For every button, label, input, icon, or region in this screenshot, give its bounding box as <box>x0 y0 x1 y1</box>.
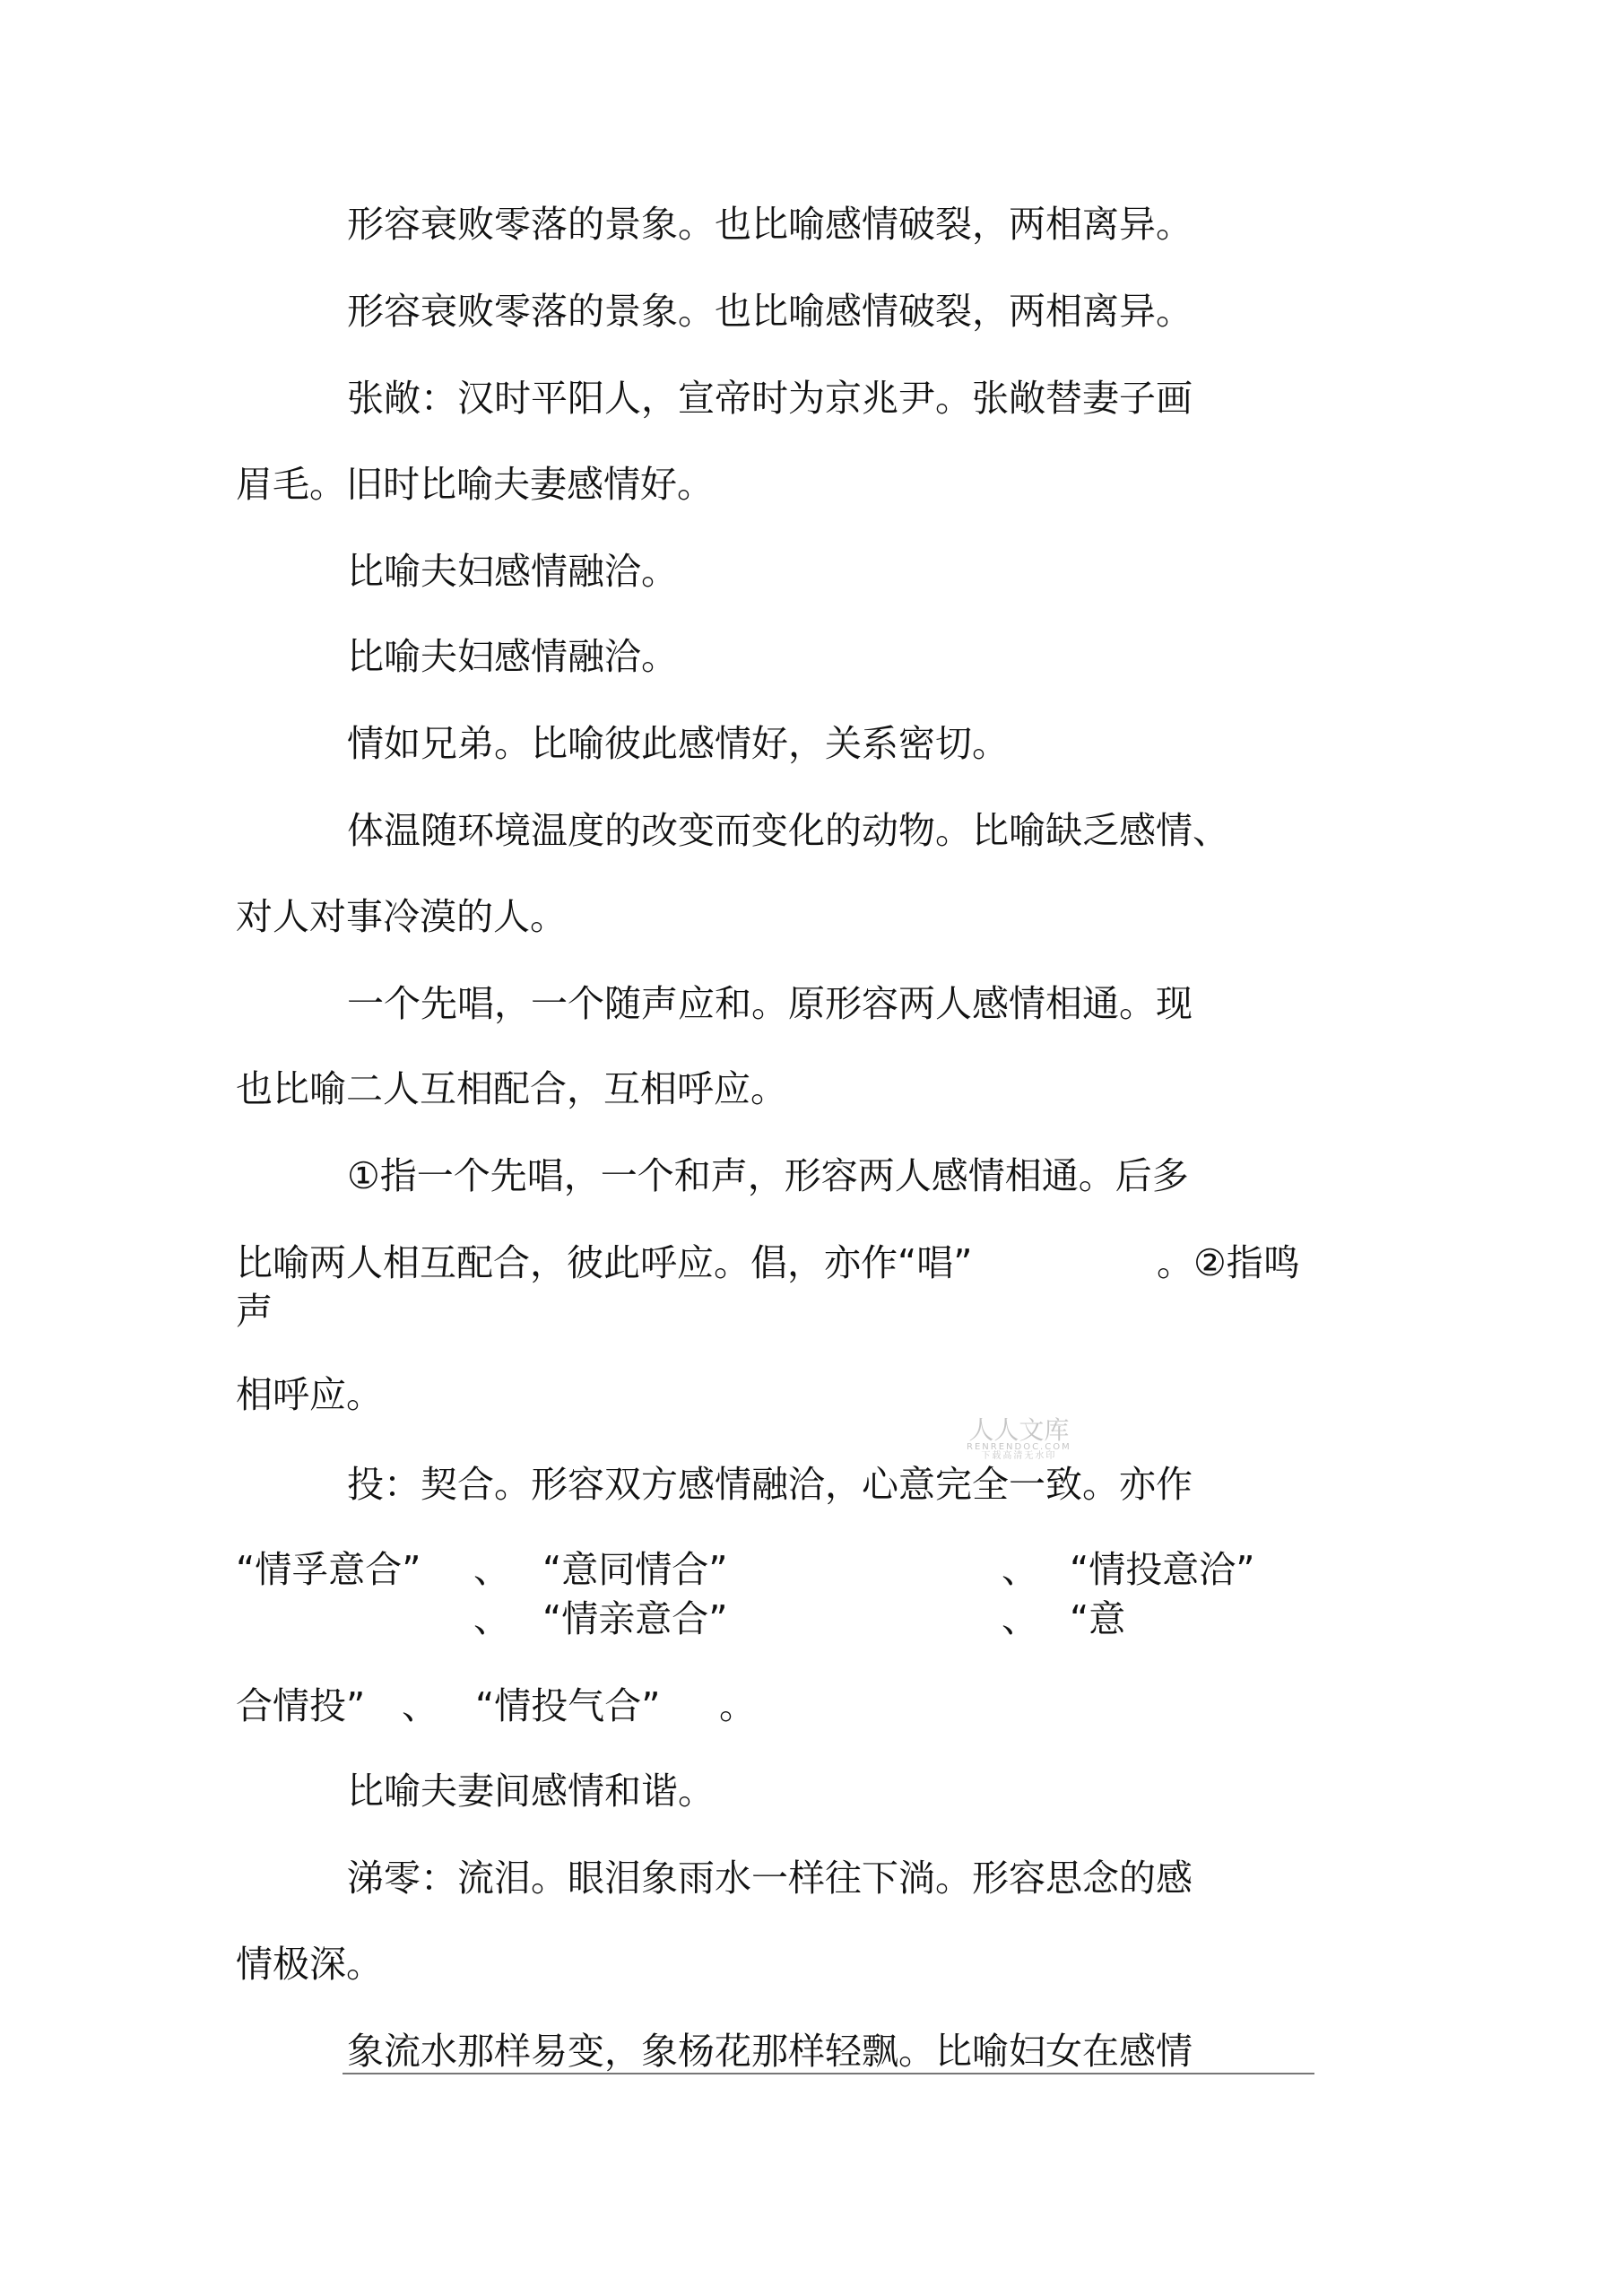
paragraph-line: 象流水那样易变，象杨花那样轻飘。比喻妇女在感情 <box>347 2030 1193 2073</box>
quoted-term: “情投意洽” <box>1070 1548 1255 1591</box>
watermark-note: 下载高清无水印 <box>981 1451 1057 1461</box>
quoted-term: “意同情合” <box>542 1548 728 1591</box>
watermark-logo <box>967 1415 1071 1461</box>
separator: 、 <box>473 1597 510 1640</box>
paragraph-line: 投：契合。形容双方感情融洽，心意完全一致。亦作 <box>347 1463 1193 1506</box>
paragraph-line: 形容衰败零落的景象。也比喻感情破裂，两相离异。 <box>347 290 1193 333</box>
footer-divider <box>343 2073 1314 2074</box>
paragraph-line: 比喻两人相互配合，彼此呼应。倡，亦作“唱” <box>236 1241 973 1284</box>
paragraph-line: 涕零：流泪。眼泪象雨水一样往下淌。形容思念的感 <box>347 1857 1193 1900</box>
paragraph-line: ①指一个先唱，一个和声，形容两人感情相通。后多 <box>347 1154 1189 1197</box>
watermark-sub: RENRENDOC.COM <box>967 1442 1071 1452</box>
paragraph-line: 眉毛。旧时比喻夫妻感情好。 <box>236 463 714 506</box>
paragraph-line: 体温随环境温度的改变而变化的动物。比喻缺乏感情、 <box>347 809 1229 852</box>
paragraph-line: 一个先唱，一个随声应和。原形容两人感情相通。现 <box>347 982 1193 1025</box>
quoted-term: “意 <box>1070 1597 1126 1640</box>
separator: 、 <box>473 1548 510 1591</box>
watermark-main: 人人文库 <box>968 1415 1070 1445</box>
paragraph-line: 形容衰败零落的景象。也比喻感情破裂，两相离异。 <box>347 203 1193 246</box>
paragraph-line: 。②指鸣 <box>1157 1241 1300 1284</box>
separator: 、 <box>1002 1548 1038 1591</box>
paragraph-line: 比喻夫妇感情融洽。 <box>347 550 678 593</box>
paragraph-line: 张敞：汉时平阳人，宣帝时为京兆尹。张敞替妻子画 <box>347 377 1193 420</box>
quoted-term: “情孚意合” <box>236 1548 421 1591</box>
paragraph-line: 情如兄弟。比喻彼此感情好，关系密切。 <box>347 722 1009 765</box>
quoted-term: “情投气合” <box>475 1684 661 1727</box>
separator: 、 <box>1002 1597 1038 1640</box>
quoted-term: 合情投” <box>236 1684 366 1727</box>
quoted-term: “情亲意合” <box>542 1597 728 1640</box>
paragraph-line: 相呼应。 <box>236 1373 383 1416</box>
paragraph-line: 比喻夫妇感情融洽。 <box>347 635 678 678</box>
paragraph-line: 也比喻二人互相配合，互相呼应。 <box>236 1067 787 1110</box>
paragraph-line: 对人对事冷漠的人。 <box>236 895 567 938</box>
paragraph-line: 声 <box>236 1290 273 1333</box>
paragraph-line: 比喻夫妻间感情和谐。 <box>347 1770 715 1813</box>
separator: 、 <box>402 1684 438 1727</box>
paragraph-line: 情极深。 <box>236 1943 383 1986</box>
separator: 。 <box>719 1684 756 1727</box>
